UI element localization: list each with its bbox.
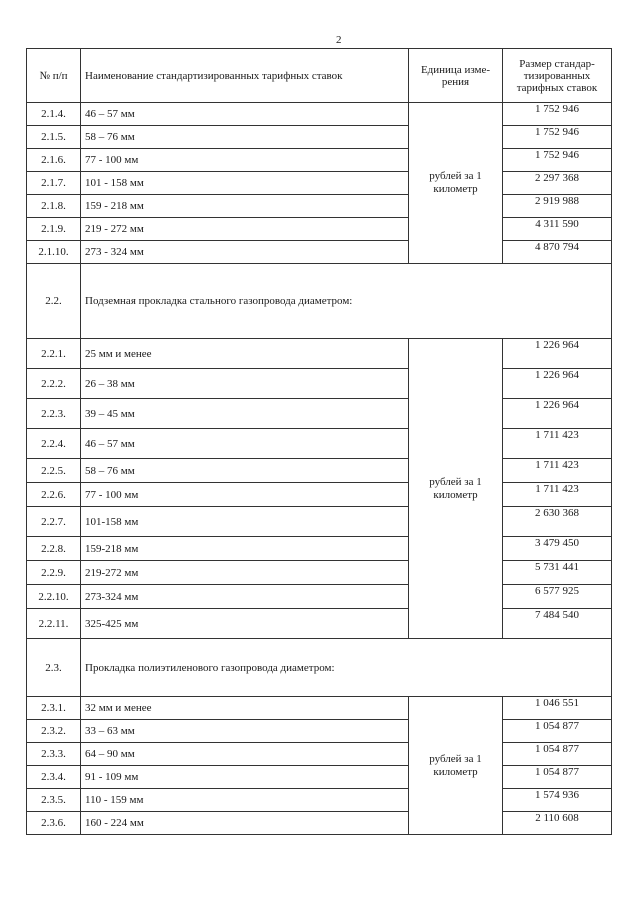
row-number: 2.2.4. xyxy=(27,429,81,459)
table-row xyxy=(27,743,612,766)
row-value: 1 711 423 xyxy=(503,459,612,483)
table-row xyxy=(27,812,612,835)
row-number: 2.2.11. xyxy=(27,609,81,639)
row-number: 2.1.9. xyxy=(27,218,81,241)
table-row xyxy=(27,561,612,585)
row-name: 58 – 76 мм xyxy=(81,126,409,149)
table-row xyxy=(27,339,612,369)
row-value: 1 054 877 xyxy=(503,743,612,766)
row-name: 46 – 57 мм xyxy=(81,429,409,459)
row-name: 159 - 218 мм xyxy=(81,195,409,218)
row-number: 2.1.8. xyxy=(27,195,81,218)
header-unit: Единица изме-рения xyxy=(409,49,503,103)
row-value: 1 711 423 xyxy=(503,483,612,507)
row-name: 77 - 100 мм xyxy=(81,483,409,507)
row-number: 2.2.7. xyxy=(27,507,81,537)
row-number: 2.2.2. xyxy=(27,369,81,399)
row-value: 1 226 964 xyxy=(503,399,612,429)
row-name: 160 - 224 мм xyxy=(81,812,409,835)
row-name: 219 - 272 мм xyxy=(81,218,409,241)
row-number: 2.2.1. xyxy=(27,339,81,369)
row-number: 2.1.10. xyxy=(27,241,81,264)
table-row xyxy=(27,459,612,483)
row-value: 7 484 540 xyxy=(503,609,612,639)
table-row xyxy=(27,789,612,812)
row-value: 4 870 794 xyxy=(503,241,612,264)
row-number: 2.3.1. xyxy=(27,697,81,720)
row-value: 1 711 423 xyxy=(503,429,612,459)
table-row xyxy=(27,585,612,609)
table-row xyxy=(27,149,612,172)
row-name: 91 - 109 мм xyxy=(81,766,409,789)
row-name: 33 – 63 мм xyxy=(81,720,409,743)
section-title: Прокладка полиэтиленового газопровода диаметром: xyxy=(81,639,612,697)
row-name: 273-324 мм xyxy=(81,585,409,609)
row-name: 32 мм и менее xyxy=(81,697,409,720)
row-name: 46 – 57 мм xyxy=(81,103,409,126)
header-size: Размер стандар-тизированных тарифных ставок xyxy=(503,49,612,103)
section-number: 2.2. xyxy=(27,264,81,339)
row-value: 3 479 450 xyxy=(503,537,612,561)
row-value: 1 752 946 xyxy=(503,149,612,172)
unit-cell: рублей за 1 километр xyxy=(409,103,503,264)
table-body xyxy=(27,103,612,835)
table-row xyxy=(27,103,612,126)
row-name: 64 – 90 мм xyxy=(81,743,409,766)
unit-cell: рублей за 1 километр xyxy=(409,697,503,835)
table-row xyxy=(27,609,612,639)
header-row xyxy=(27,49,612,103)
row-name: 159-218 мм xyxy=(81,537,409,561)
section-header-row xyxy=(27,639,612,697)
table-row xyxy=(27,697,612,720)
row-name: 110 - 159 мм xyxy=(81,789,409,812)
row-value: 2 919 988 xyxy=(503,195,612,218)
table-row xyxy=(27,766,612,789)
unit-cell: рублей за 1 километр xyxy=(409,339,503,639)
row-name: 25 мм и менее xyxy=(81,339,409,369)
row-value: 1 046 551 xyxy=(503,697,612,720)
row-value: 1 752 946 xyxy=(503,126,612,149)
row-number: 2.1.6. xyxy=(27,149,81,172)
row-name: 58 – 76 мм xyxy=(81,459,409,483)
row-number: 2.3.5. xyxy=(27,789,81,812)
row-number: 2.2.10. xyxy=(27,585,81,609)
section-number: 2.3. xyxy=(27,639,81,697)
row-value: 2 110 608 xyxy=(503,812,612,835)
header-name: Наименование стандартизированных тарифных ставок xyxy=(81,49,409,103)
row-number: 2.3.4. xyxy=(27,766,81,789)
row-name: 101-158 мм xyxy=(81,507,409,537)
row-number: 2.3.2. xyxy=(27,720,81,743)
section-header-row xyxy=(27,264,612,339)
table-row xyxy=(27,720,612,743)
row-name: 26 – 38 мм xyxy=(81,369,409,399)
row-number: 2.2.3. xyxy=(27,399,81,429)
row-value: 1 752 946 xyxy=(503,103,612,126)
row-number: 2.3.3. xyxy=(27,743,81,766)
row-name: 39 – 45 мм xyxy=(81,399,409,429)
row-number: 2.1.4. xyxy=(27,103,81,126)
header-num: № п/п xyxy=(27,49,81,103)
row-value: 1 054 877 xyxy=(503,766,612,789)
table-row xyxy=(27,483,612,507)
row-value: 2 297 368 xyxy=(503,172,612,195)
row-value: 1 054 877 xyxy=(503,720,612,743)
row-name: 219-272 мм xyxy=(81,561,409,585)
section-title: Подземная прокладка стального газопровода диаметром: xyxy=(81,264,612,339)
tariff-table xyxy=(26,48,612,835)
row-number: 2.2.5. xyxy=(27,459,81,483)
row-value: 6 577 925 xyxy=(503,585,612,609)
row-value: 5 731 441 xyxy=(503,561,612,585)
row-value: 4 311 590 xyxy=(503,218,612,241)
row-number: 2.2.6. xyxy=(27,483,81,507)
page-number: 2 xyxy=(336,34,342,46)
row-name: 273 - 324 мм xyxy=(81,241,409,264)
table-row xyxy=(27,369,612,399)
row-name: 325-425 мм xyxy=(81,609,409,639)
table-row xyxy=(27,218,612,241)
row-value: 2 630 368 xyxy=(503,507,612,537)
table-row xyxy=(27,172,612,195)
table-row xyxy=(27,195,612,218)
row-number: 2.1.5. xyxy=(27,126,81,149)
table-row xyxy=(27,537,612,561)
row-value: 1 226 964 xyxy=(503,339,612,369)
row-number: 2.2.9. xyxy=(27,561,81,585)
row-name: 77 - 100 мм xyxy=(81,149,409,172)
table-row xyxy=(27,241,612,264)
row-value: 1 226 964 xyxy=(503,369,612,399)
row-number: 2.2.8. xyxy=(27,537,81,561)
row-value: 1 574 936 xyxy=(503,789,612,812)
table-row xyxy=(27,126,612,149)
table-row xyxy=(27,399,612,429)
table-row xyxy=(27,429,612,459)
row-name: 101 - 158 мм xyxy=(81,172,409,195)
row-number: 2.1.7. xyxy=(27,172,81,195)
table-row xyxy=(27,507,612,537)
row-number: 2.3.6. xyxy=(27,812,81,835)
